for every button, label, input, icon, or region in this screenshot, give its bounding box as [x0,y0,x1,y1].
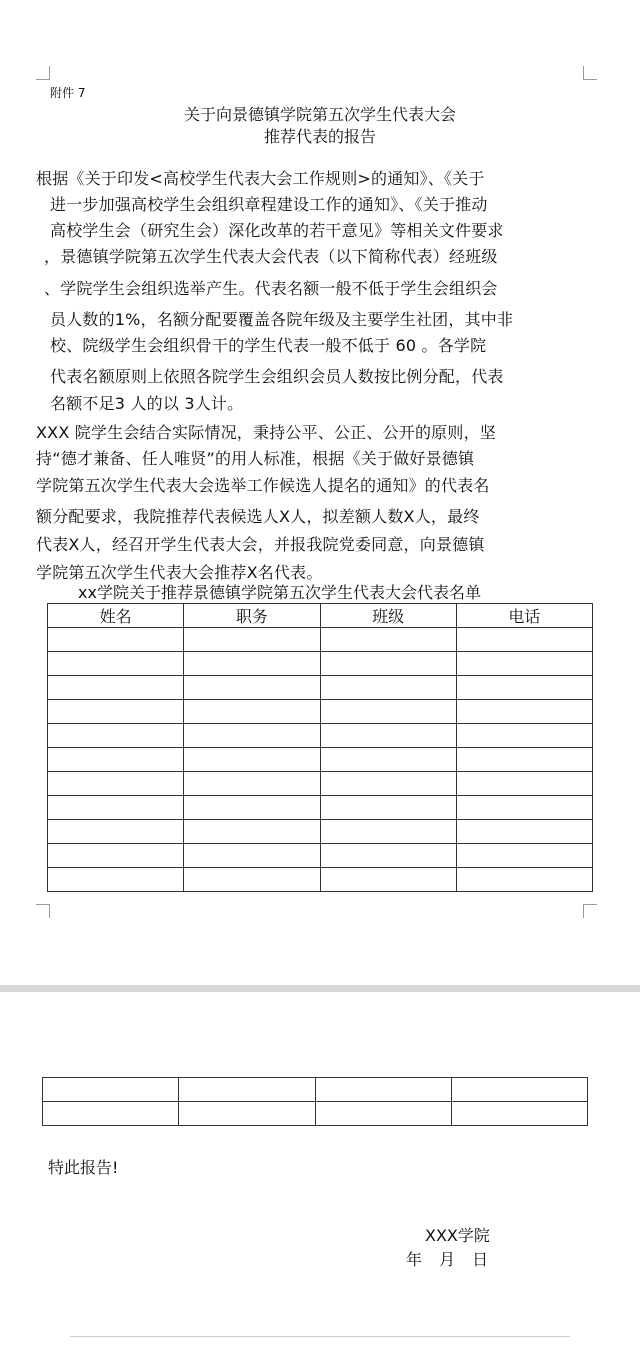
paragraph-line: 校、院级学生会组织骨干的学生代表一般不低于 60 。各学院 [50,336,487,355]
header-class: 班级 [320,604,456,628]
table-row [48,868,593,892]
attachment-label: 附件 7 [50,86,86,100]
list-title: xx学院关于推荐景德镇学院第五次学生代表大会代表名单 [78,583,481,602]
table-row [43,1102,588,1126]
representative-table [47,603,593,892]
paragraph-line: 根据《关于印发<高校学生代表大会工作规则>的通知》、《关于 [36,169,485,188]
table-row [48,844,593,868]
table-row [48,820,593,844]
table-row [43,1078,588,1102]
paragraph-line: 进一步加强高校学生会组织章程建设工作的通知》、《关于推动 [50,195,488,214]
table-row [48,724,593,748]
table-row [48,676,593,700]
paragraph-line: ，景德镇学院第五次学生代表大会代表（以下简称代表）经班级 [44,247,498,266]
header-name: 姓名 [48,604,184,628]
header-position: 职务 [184,604,320,628]
paragraph-line: 员人数的1%，名额分配要覆盖各院年级及主要学生社团，其中非 [50,310,514,329]
header-phone: 电话 [456,604,592,628]
table-row [48,628,593,652]
representative-table-continued [42,1077,588,1126]
paragraph-line: 持“德才兼备、任人唯贤”的用人标准，根据《关于做好景德镇 [36,449,475,468]
paragraph-line: 高校学生会（研究生会）深化改革的若干意见》等相关文件要求 [50,221,504,240]
page-corner-mark [583,904,597,918]
page-corner-mark [36,904,50,918]
paragraph-line: 学院第五次学生代表大会选举工作候选人提名的通知》的代表名 [36,476,490,495]
document-title-line2: 推荐代表的报告 [263,127,376,146]
signature-date: 年 月 日 [406,1250,489,1269]
paragraph-line: 代表X人，经召开学生代表大会，并报我院党委同意，向景德镇 [36,535,485,554]
paragraph-line: 、学院学生会组织选举产生。代表名额一般不低于学生会组织会 [44,279,498,298]
document-page-2 [0,992,640,1344]
paragraph-line: 学院第五次学生代表大会推荐X名代表。 [36,563,323,582]
signature-organization: XXX学院 [425,1226,490,1245]
paragraph-line: 名额不足3 人的以 3人计。 [50,394,244,413]
table-row [48,748,593,772]
page-corner-mark [583,66,597,80]
closing-remark: 特此报告! [48,1158,119,1177]
table-header-row [48,604,593,628]
table-row [48,772,593,796]
paragraph-line: 额分配要求，我院推荐代表候选人X人，拟差额人数X人，最终 [36,507,480,526]
document-title-line1: 关于向景德镇学院第五次学生代表大会 [183,105,456,124]
table-row [48,700,593,724]
paragraph-line: XXX 院学生会结合实际情况，秉持公平、公正、公开的原则，坚 [36,423,496,442]
table-row [48,796,593,820]
page-separator [0,985,640,992]
table-row [48,652,593,676]
paragraph-line: 代表名额原则上依照各院学生会组织会员人数按比例分配，代表 [50,367,504,386]
page-corner-mark [36,66,50,80]
